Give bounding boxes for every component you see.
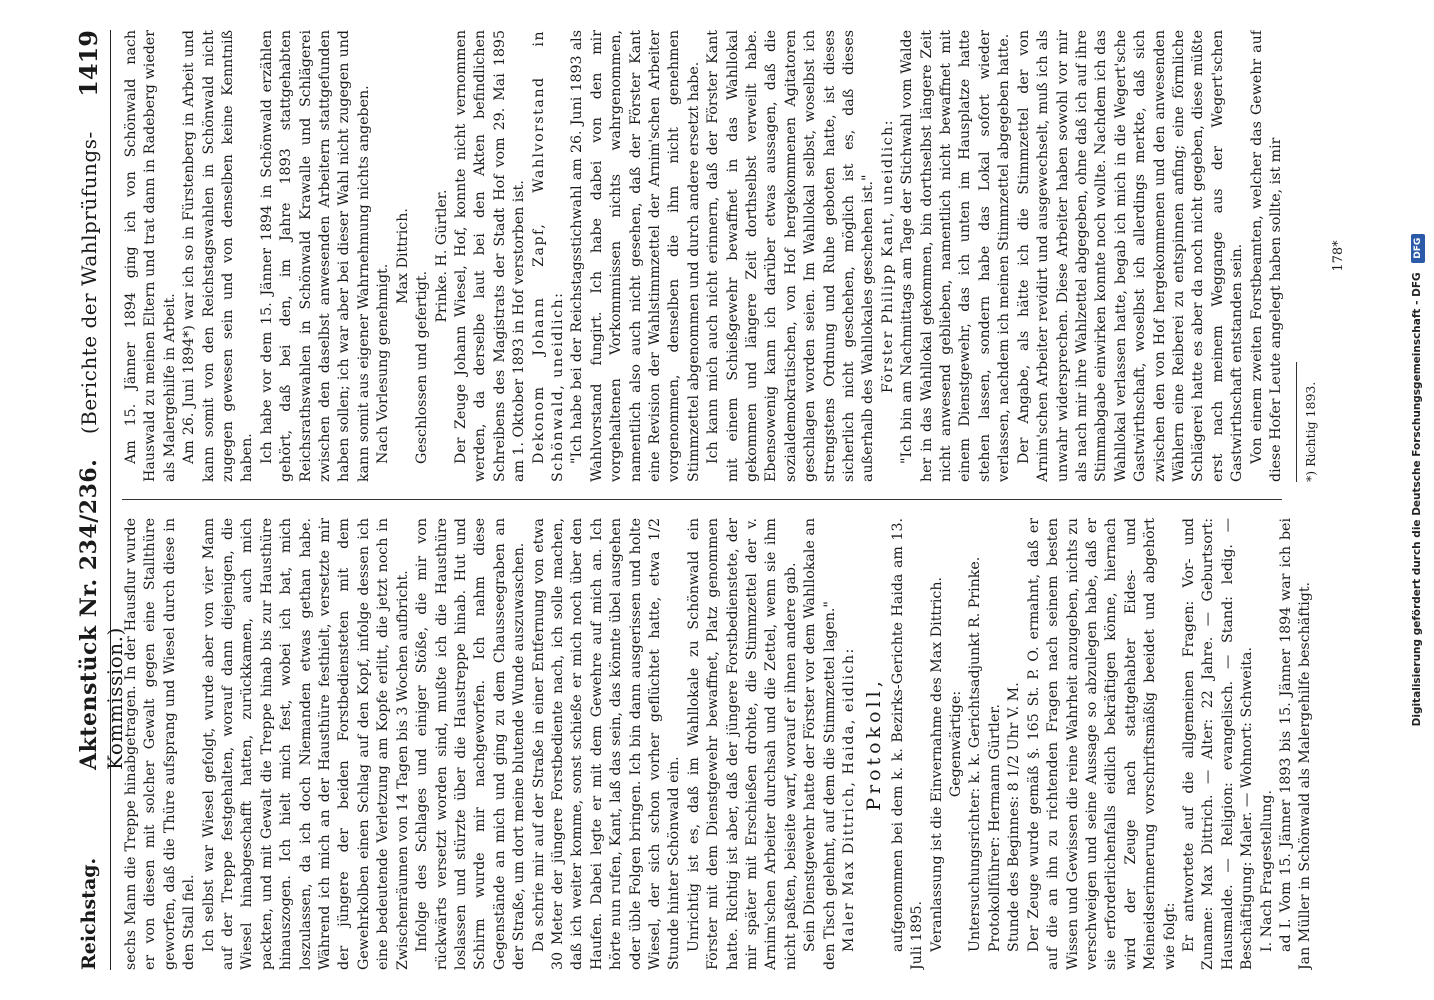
dfg-logo: DFG [1411,234,1425,263]
witness-heading: Maler Max Dittrich, Haida, eidlich: [841,647,858,952]
header-title [76,30,128,770]
rotated-document-page [70,30,1390,970]
official-line: Untersuchungsrichter: k. k. Gerichtsadjunkt R. Prinke. [967,556,984,952]
paragraph: "Ich habe bei der Reichstagsstichwahl am 26. Juni 1893 als Wahlvorstand fungirt. Ich habe dabei von den mir vorgehaltenen Vorkommnissen nichts wahrgenommen, namentlich also auch nicht gesehen, daß der Förster Kant eine Revision der Wahlstimmzettel der Arnim'schen Arbeiter vorgenommen, denselben die ihm nicht genehmen Stimmzettel abgenommen und durch andere ersetzt habe. [569,30,702,482]
gegenwaertige-heading: Gegenwärtige: [948,690,965,798]
closing-line: Geschlossen und gefertigt. [414,270,431,464]
paragraph: aufgenommen bei dem k. k. Bezirks-Gerichte Haida am 13. Juli 1895. [889,518,926,970]
paragraph: Sein Dienstgewehr hatte der Förster vor dem Wahllokale an den Tisch gelehnt, auf dem die Stimmzettel lagen." [802,518,838,970]
header-subtitle: (Berichte der Wahlprüfungs-Kommission.) [77,131,127,770]
paragraph: Infolge des Schlages und einiger Stöße, die mir von rückwärts versetzt worden sind, mußte ich die Hausthüre loslassen und stürzte über die Haustreppe hinab. Hut und Schirm wurde mir nachgeworfen. Ich nahm diese Gegenstände an mich und ging zu dem Chausseegraben an der Straße, um dort meine blutende Wunde auszuwaschen. [414,518,528,970]
paragraph: Am 26. Juni 1894*) war ich so in Fürstenberg in Arbeit und kann somit von den Reichstagswahlen in Schönwald nicht zugegen gewesen sein und von denselben keine Kenntniß haben. [181,30,256,482]
right-column [122,30,1372,482]
footnote-divider [1296,362,1297,482]
official-line: Protokollführer: Hermann Gürtler. [986,704,1003,952]
paragraph: Er antwortete auf die allgemeinen Fragen: Vor- und Zuname: Max Dittrich. — Alter: 22 Jahre. — Geburtsort: Hausmalde. — Religion: evangelisch. — Stand: ledig. — Beschäftigung: Maler. — Wohnort: Schweita. [1180,518,1256,970]
paragraph: Von einem zweiten Forstbeamten, welcher das Gewehr auf diese Hofer Leute angelegt haben sollte, ist mir [1248,30,1284,482]
paragraph: Unrichtig ist es, daß im Wahllokale zu Schönwald ein Förster mit dem Dienstgewehr bewaffnet, Platz genommen hatte. Richtig ist aber, daß der jüngere Forstbedienstete, der mir später mit Erschießen drohte, die Stimmzettel der v. Arnim'schen Arbeiter durchsah und die Zettel, wenn sie ihm nicht paßten, beiseite warf, worauf er ihnen andere gab. [685,518,799,970]
paragraph: Ich habe vor dem 15. Jänner 1894 in Schönwald erzählen gehört, daß bei den, im Jahre 1893 stattgehabten Reichsrathswahlen in Schönwald Krawalle und Schlägerei zwischen den daselbst anwesenden Arbeitern stattgefunden haben sollen; ich war aber bei dieser Wahl nicht zugegen und kann somit aus eigener Wahrnehmung nichts angeben. [258,30,372,482]
paragraph: Veranlassung ist die Einvernahme des Max Dittrich. [928,576,945,952]
approval-line: Nach Vorlesung genehmigt. [375,263,392,464]
paragraph: Der Zeuge wurde gemäß §. 165 St. P. O. ermahnt, daß er auf die an ihn zu richtenden Fragen nach seinem besten Wissen und Gewissen die reine Wahrheit anzugeben, nichts zu verschweigen und seine Aussage so abzulegen habe, daß er sie erforderlichenfalls eidlich bekräftigen könne, hiernach wird der Zeuge nach stattgehabter Eides- und Meineidserinnerung vorschriftsmäßig beeidet und abgehört wie folgt: [1025,518,1178,970]
paragraph: sechs Mann die Treppe hinabgetragen. In der Hausflur wurde er von diesen mit solcher Gewalt gegen eine Stallthüre geworfen, daß die Thüre aufsprang und Wiesel durch diese in den Stall fiel. [123,518,198,970]
protokoll-title: Protokoll, [863,677,886,811]
signature-name: Max Dittrich. [394,208,411,304]
paragraph: Am 15. Jänner 1894 ging ich von Schönwald nach Hauswald zu meinen Eltern und trat dann in Radeberg wieder als Malergehilfe in Arbeit. [123,30,178,482]
witness-heading: Dekonom Johann Zapf, Wahlvorstand in Schönwald, uneidlich: [530,30,566,482]
digitization-note [1410,0,1434,960]
witness-heading: Förster Philipp Kant, uneidlich: [879,118,896,394]
footnote: *) Richtig 1893. [1303,381,1319,482]
header-reichstag: Reichstag. [78,857,100,970]
header-aktenstueck: Aktenstück Nr. 234/236. [76,458,102,770]
official-line: Stunde des Beginnes: 8 1/2 Uhr V. M. [1006,682,1023,952]
page-number: 1419 [74,30,103,97]
paragraph: "Ich bin am Nachmittags am Tage der Stichwahl vom Walde her in das Wahllokal gekommen, bin dorthselbst längere Zeit nicht anwesend geblieben, namentlich nicht bewaffnet mit einem Dienstgewehr, das ich unten im Hausplatze hatte stehen lassen, sondern habe das Lokal sofort wieder verlassen, nachdem ich meinen Stimmzettel abgegeben hatte. [899,30,1013,482]
digitization-text: Digitalisierung gefördert durch die Deutsche Forschungsgemeinschaft - DFG [1411,272,1423,727]
paragraph: Da schrie mir auf der Straße in einer Entfernung von etwa 30 Meter der jüngere Forstbediente nach, ich solle machen, daß ich weiter komme, sonst schieße er mich noch über den Haufen. Dabei legte er mit dem Gewehre auf mich an. Ich hörte nun rufen, Kant, laß das sein, das könnte übel ausgehen oder üble Folgen bringen. Ich bin dann ausgerissen und holte Wiesel, der sich schon vorher geflüchtet hatte, etwa 1/2 Stunde hinter Schönwald ein. [530,518,683,970]
paragraph: ad I. Vom 15. Jänner 1893 bis 15. Jänner 1894 war ich bei Jan Müller in Schönwald als Malergehilfe beschäftigt. [1277,518,1314,970]
paragraph: Ich kann mich auch nicht erinnern, daß der Förster Kant mit einem Schießgewehr bewaffnet in das Wahllokal gekommen und längere Zeit dorthselbst verweilt habe. Ebensowenig kann ich darüber etwas aussagen, daß die sozialdemokratischen, von Hof hergekommenen Agitatoren geschlagen worden seien. Im Wahllokal selbst, woselbst ich strengstens Ordnung und Ruhe geboten hatte, ist dieses sicherlich nicht geschehen, möglich ist es, daß dieses außerhalb des Wahllokales geschehen ist." [705,30,877,482]
page-header [70,30,127,970]
paragraph: I. Nach Fragestellung. [1258,790,1275,952]
sheet-signature: 178* [1330,240,1346,272]
paragraph: Der Angabe, als hätte ich die Stimmzettel der von Arnim'schen Arbeiter revidirt und ausgewechselt, muß ich als unwahr widersprechen. Diese Arbeiter haben sowohl vor mir als nach mir ihre Wahlzettel abgegeben, ohne daß ich auf ihre Stimmabgabe einwirken konnte noch wollte. Nachdem ich das Wahllokal verlassen hatte, begab ich mich in die Wegert'sche Gastwirthschaft, woselbst ich allerdings merkte, daß sich zwischen den von Hof hergekommenen und den anwesenden Wählern eine Reiberei zu entspinnen anfing; eine förmliche Schlägerei hatte es aber da noch nicht gegeben, diese müßte erst nach meinem Weggange aus der Wegert'schen Gastwirthschaft entstanden sein. [1015,30,1246,482]
paragraph: Ich selbst war Wiesel gefolgt, wurde aber von vier Mann auf der Treppe festgehalten, worauf dann diejenigen, die Wiesel hinabgeschafft hatten, zurückkamen, auch mich packten, und mit Gewalt die Treppe hinab bis zur Hausthüre hinauszogen. Ich hielt mich fest, wobei ich bat, mich loszulassen, da ich doch Niemanden etwas gethan habe. Während ich mich an der Hausthüre festhielt, versetzte mir der jüngere der beiden Forstbediensteten mit dem Gewehrkolben einen Schlag auf den Kopf, infolge dessen ich eine bedeutende Verletzung am Kopfe erlitt, die jetzt noch in Zwischenräumen von 14 Tagen bis 3 Wochen aufbricht. [200,518,411,970]
left-column [122,518,1372,970]
column-divider [122,499,1282,500]
paragraph: Der Zeuge Johann Wiesel, Hof, konnte nicht vernommen werden, da derselbe laut bei den Akten befindlichen Schreibens des Magistrats der Stadt Hof vom 29. Mai 1895 am 1. Oktober 1893 in Hof verstorben ist. [452,30,528,482]
signature-officials: Prinke. H. Gürtler. [433,189,450,323]
